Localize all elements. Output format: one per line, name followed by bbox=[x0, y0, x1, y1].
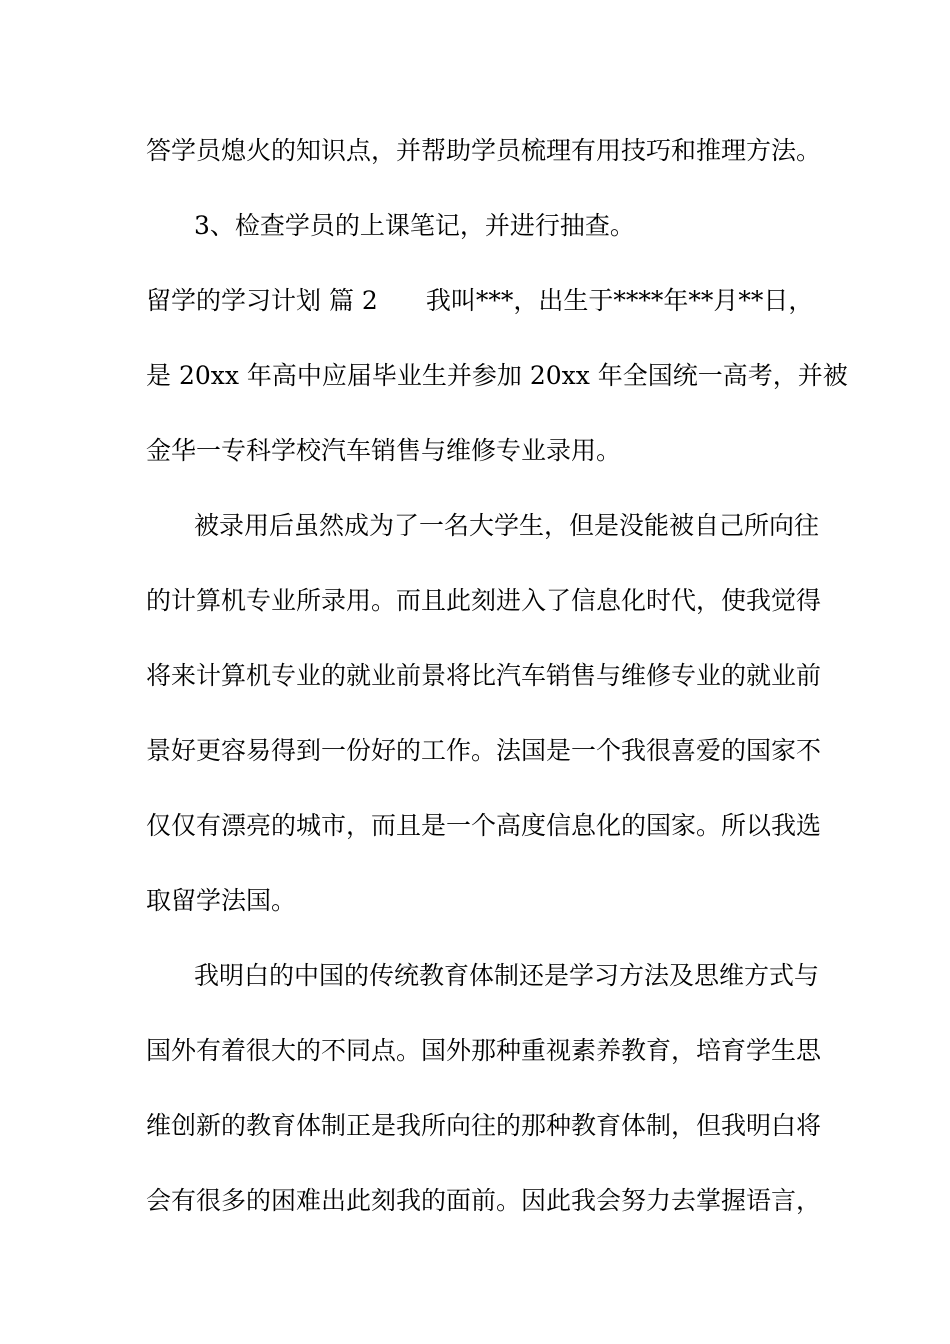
text-line: 仅仅有漂亮的城市，而且是一个高度信息化的国家。所以我选 bbox=[146, 811, 822, 840]
list-item-3: 3、检查学员的上课笔记，并进行抽查。 bbox=[194, 211, 635, 240]
text-line: 答学员熄火的知识点，并帮助学员梳理有用技巧和推理方法。 bbox=[146, 136, 822, 165]
paragraph-start: 我明白的中国的传统教育体制还是学习方法及思维方式与 bbox=[194, 961, 820, 990]
text-line: 取留学法国。 bbox=[146, 886, 297, 915]
text-line: 维创新的教育体制正是我所向往的那种教育体制，但我明白将 bbox=[146, 1111, 822, 1140]
text-line: 的计算机专业所录用。而且此刻进入了信息化时代，使我觉得 bbox=[146, 586, 822, 615]
paragraph-start: 我叫***，出生于****年**月**日， bbox=[425, 286, 814, 315]
section-heading-line bbox=[146, 286, 813, 316]
text-line: 将来计算机专业的就业前景将比汽车销售与维修专业的就业前 bbox=[146, 661, 822, 690]
text-line: 会有很多的困难出此刻我的面前。因此我会努力去掌握语言， bbox=[146, 1186, 822, 1215]
paragraph-start: 被录用后虽然成为了一名大学生，但是没能被自己所向往 bbox=[194, 511, 820, 540]
text-line: 金华一专科学校汽车销售与维修专业录用。 bbox=[146, 436, 622, 465]
text-line: 是 20xx 年高中应届毕业生并参加 20xx 年全国统一高考，并被 bbox=[146, 361, 848, 390]
text-line: 国外有着很大的不同点。国外那种重视素养教育，培育学生思 bbox=[146, 1036, 822, 1065]
text-line: 景好更容易得到一份好的工作。法国是一个我很喜爱的国家不 bbox=[146, 736, 822, 765]
section-title: 留学的学习计划 篇 2 bbox=[146, 286, 378, 315]
